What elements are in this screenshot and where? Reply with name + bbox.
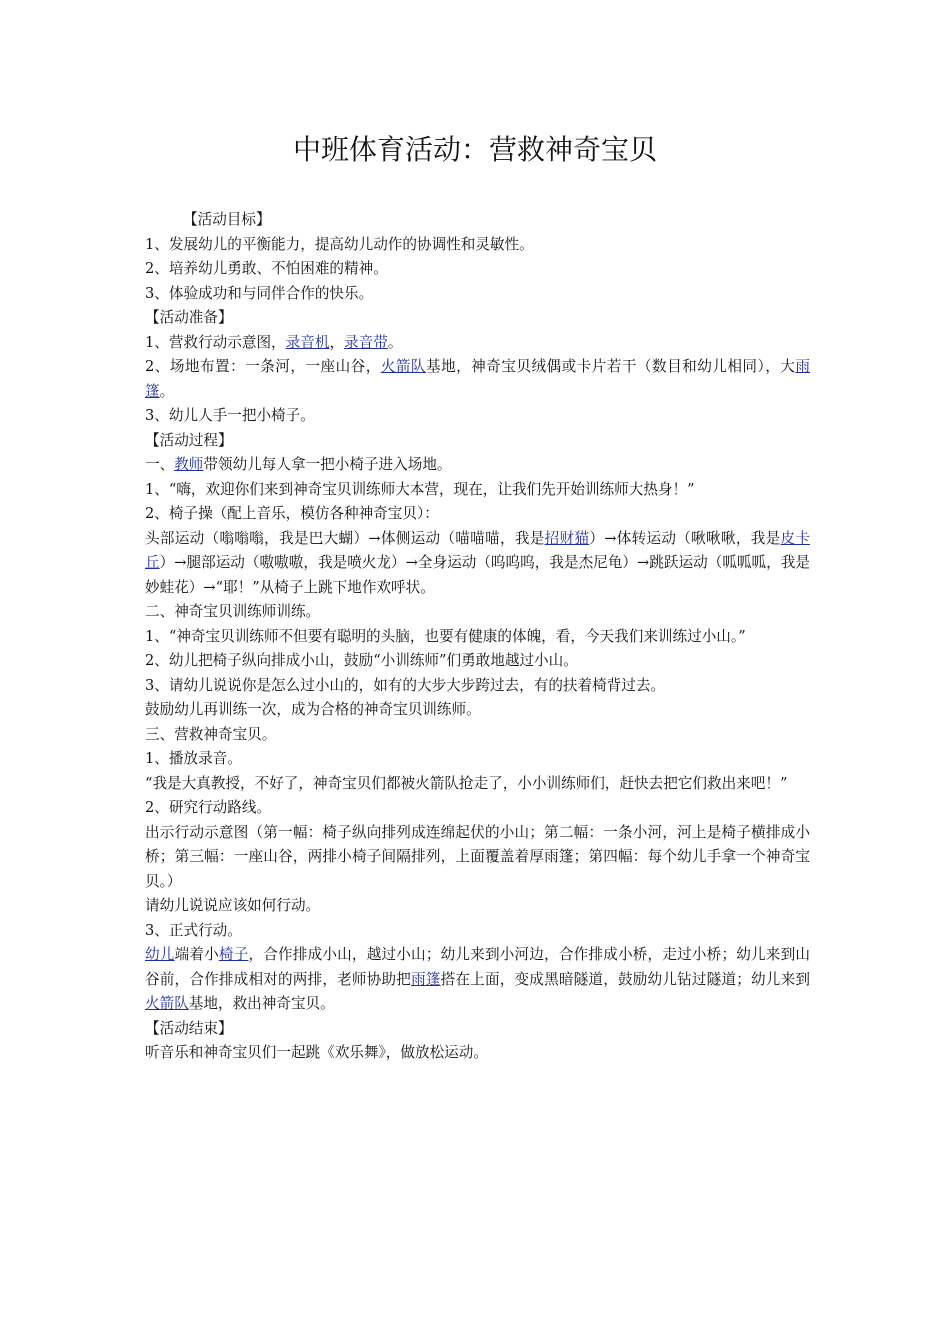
process-paragraph: 2、椅子操（配上音乐，模仿各种神奇宝贝）： — [145, 505, 439, 522]
process-part-1 — [145, 453, 810, 478]
process-paragraph: 出示行动示意图（第一幅：椅子纵向排列成连绵起伏的小山；第二幅：一条小河，河上是椅子横排成小桥；第三幅：一座山谷，两排小椅子间隔排列，上面覆盖着厚雨篷；第四幅：每个幼儿手拿一个神奇宝贝。） — [145, 823, 810, 890]
process-paragraph: 请幼儿说说应该如何行动。 — [145, 897, 321, 914]
text-span: 带领幼儿每人拿一把小椅子进入场地。 — [203, 456, 452, 473]
text-span: 1、营救行动示意图， — [145, 333, 286, 351]
process-part-2: 二、神奇宝贝训练师训练。 — [145, 603, 321, 620]
process-paragraph: 3、请幼儿说说你是怎么过小山的，如有的大步大步跨过去，有的扶着椅背过去。 — [145, 676, 666, 694]
prep-item-2 — [145, 355, 810, 404]
text-span: 搭在上面，变成黑暗隧道，鼓励幼儿钻过隧道；幼儿来到 — [440, 970, 810, 988]
prep-item-1 — [145, 331, 810, 356]
process-part-3: 三、营救神奇宝贝。 — [145, 725, 277, 743]
text-span: 基地，救出神奇宝贝。 — [188, 995, 335, 1012]
prep-heading: 【活动准备】 — [145, 309, 233, 326]
process-paragraph: 1、“神奇宝贝训练师不但要有聪明的头脑，也要有健康的体魄，看，今天我们来训练过小山。” — [145, 627, 746, 645]
text-span: ， — [329, 333, 345, 351]
goal-item-3: 3、体验成功和与同伴合作的快乐。 — [145, 284, 374, 302]
process-paragraph — [145, 527, 810, 601]
goals-heading: 【活动目标】 — [183, 211, 271, 228]
text-span: 。 — [159, 382, 175, 400]
document-body — [145, 208, 810, 1066]
link-canopy[interactable]: 雨篷 — [145, 358, 810, 400]
link-recorder[interactable]: 录音机 — [285, 333, 330, 351]
link-pikachu[interactable]: 皮卡丘 — [145, 529, 810, 571]
text-span: 2、场地布置：一条河，一座山谷， — [145, 358, 381, 375]
text-span: 基地，神奇宝贝绒偶或卡片若干（数目和幼儿相同），大 — [425, 358, 796, 375]
text-span: ）→腿部运动（嗷嗷嗷，我是喷火龙）→全身运动（呜呜呜，我是杰尼龟）→跳跃运动（呱呱呱，我是妙蛙花）→“耶！”从椅子上跳下地作欢呼状。 — [145, 554, 810, 596]
text-span: 。 — [387, 333, 403, 351]
text-span: 头部运动（嗡嗡嗡，我是巴大蝴）→体侧运动（喵喵喵，我是 — [145, 529, 545, 547]
text-span: ）→体转运动（啾啾啾，我是 — [589, 529, 781, 547]
process-paragraph: 2、幼儿把椅子纵向排成小山，鼓励“小训练师”们勇敢地越过小山。 — [145, 652, 578, 669]
process-paragraph: 1、“嗨，欢迎你们来到神奇宝贝训练师大本营，现在，让我们先开始训练师大热身！” — [145, 480, 695, 498]
text-span: ，合作排成小山，越过小山；幼儿来到小河边，合作排成小桥，走过小桥；幼儿来到山谷前，合作排成相对的两排，老师协助把 — [145, 946, 810, 988]
process-paragraph: 1、播放录音。 — [145, 750, 242, 767]
link-team-rocket[interactable]: 火箭队 — [380, 358, 426, 375]
process-paragraph: 3、正式行动。 — [145, 921, 242, 939]
process-paragraph: 2、研究行动路线。 — [145, 799, 272, 816]
link-canopy-2[interactable]: 雨篷 — [411, 970, 441, 988]
prep-item-3: 3、幼儿人手一把小椅子。 — [145, 407, 315, 424]
page-title: 中班体育活动：营救神奇宝贝 — [292, 133, 657, 166]
process-paragraph — [145, 943, 810, 1017]
ending-text: 听音乐和神奇宝贝们一起跳《欢乐舞》，做放松运动。 — [145, 1044, 488, 1061]
link-children[interactable]: 幼儿 — [145, 946, 175, 963]
link-tape[interactable]: 录音带 — [344, 333, 388, 351]
link-teacher[interactable]: 教师 — [174, 456, 204, 473]
goal-item-2: 2、培养幼儿勇敢、不怕困难的精神。 — [145, 260, 388, 277]
process-paragraph: “我是大真教授，不好了，神奇宝贝们都被火箭队抢走了，小小训练师们，赶快去把它们救出来吧！” — [145, 774, 788, 792]
text-span: 一、 — [145, 456, 175, 473]
link-lucky-cat[interactable]: 招财猫 — [544, 529, 590, 547]
link-team-rocket-2[interactable]: 火箭队 — [145, 995, 189, 1012]
process-paragraph: 鼓励幼儿再训练一次，成为合格的神奇宝贝训练师。 — [145, 701, 481, 718]
goal-item-1: 1、发展幼儿的平衡能力，提高幼儿动作的协调性和灵敏性。 — [145, 235, 534, 253]
process-heading: 【活动过程】 — [145, 431, 233, 449]
link-chair[interactable]: 椅子 — [218, 946, 249, 963]
text-span: 端着小 — [174, 946, 219, 963]
ending-heading: 【活动结束】 — [145, 1019, 233, 1037]
